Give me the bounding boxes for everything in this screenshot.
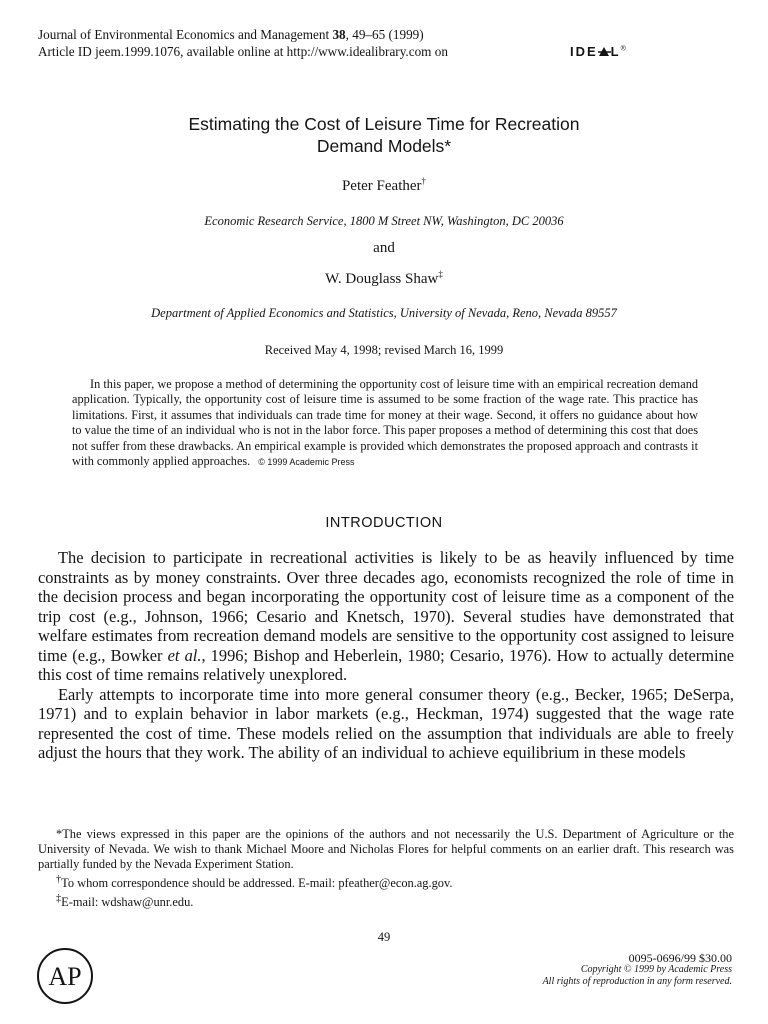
article-id-line: Article ID jeem.1999.1076, available online at http://www.idealibrary.com on (38, 44, 448, 59)
ideal-arrow-icon (598, 46, 611, 57)
body-text (38, 548, 734, 763)
author-1-affiliation: Economic Research Service, 1800 M Street NW, Washington, DC 20036 (204, 214, 564, 228)
ideal-logo-tail: L (610, 44, 621, 59)
section-heading: INTRODUCTION (325, 515, 443, 531)
author-2-affiliation: Department of Applied Economics and Statistics, University of Nevada, Reno, Nevada 89557 (151, 306, 617, 320)
paragraph-2: Early attempts to incorporate time into more general consumer theory (e.g., Becker, 1965; DeSerpa, 1971) and to explain behavior in labor markets (e.g., Heckman, 1974) suggested that the wage rate represented the cost of time. These models relied on the assumption that individuals are able to freely adjust the hours that they work. The ability of an individual to achieve equilibrium in these models (38, 684, 734, 762)
author-2-mark: ‡ (438, 269, 443, 279)
journal-volume: 38 (332, 27, 346, 42)
footnote-double-dagger-mark: ‡ (56, 893, 62, 905)
received-dates: Received May 4, 1998; revised March 16, 1999 (264, 343, 504, 357)
abstract-copyright: © 1999 Academic Press (258, 457, 355, 468)
abstract (72, 377, 698, 470)
journal-pages: , 49–65 (1999) (345, 27, 424, 42)
paragraph-1-part-b: , 1996; Bishop and Heberlein, 1980; Cesario, 1976). How to actually determine this cost of time remains relatively unexplored. (38, 645, 734, 684)
and-separator: and (373, 240, 395, 256)
publisher-logo-text: AP (48, 962, 82, 991)
footnote-double-dagger (38, 891, 734, 910)
rights-reserved: All rights of reproduction in any form reserved. (542, 976, 732, 987)
journal-citation-line (38, 26, 448, 43)
footnote-star: *The views expressed in this paper are the opinions of the authors and not necessarily the U.S. Department of Agriculture or the University of Nevada. We wish to thank Michael Moore and Nicholas Flores for helpful comments on an earlier draft. This research was partially funded by the Nevada Experiment Station. (38, 827, 734, 871)
publication-info (543, 952, 732, 988)
footnote-dagger (38, 872, 734, 891)
page-number: 49 (377, 930, 391, 944)
footnote-dagger-mark: † (56, 874, 62, 885)
paragraph-1 (38, 548, 734, 685)
issn-price: 0095-0696/99 $30.00 (628, 951, 732, 965)
paragraph-1-part-a: The decision to participate in recreational activities is likely to be as heavily influenced by time constraints as by money constraints. Over three decades ago, economists recognized the role of time in the decision process and began incorporating the opportunity cost of leisure time as a component of the trip cost (e.g., Johnson, 1966; Cesario and Knetsch, 1970). Several studies have demonstrated that welfare estimates from recreation demand models are sensitive to the opportunity cost assigned to leisure time (e.g., Bowker (38, 548, 734, 665)
paper-title (0, 113, 768, 157)
footnote-double-dagger-text: E-mail: wdshaw@unr.edu. (61, 895, 194, 910)
journal-header (38, 26, 448, 60)
footnotes (38, 827, 734, 910)
publisher-copyright: Copyright © 1999 by Academic Press (580, 964, 732, 975)
ideal-logo (570, 44, 626, 59)
author-2 (0, 269, 768, 288)
ideal-logo-text: IDE (570, 44, 598, 59)
author-1-name: Peter Feather (341, 178, 422, 194)
author-1 (0, 176, 768, 195)
title-line-1: Estimating the Cost of Leisure Time for Recreation (188, 114, 580, 134)
footnote-dagger-text: To whom correspondence should be addressed. E-mail: pfeather@econ.ag.gov. (61, 876, 453, 891)
author-2-name: W. Douglass Shaw (325, 271, 439, 287)
author-1-mark: † (421, 176, 427, 186)
title-line-2: Demand Models* (316, 136, 452, 156)
paragraph-1-et-al: et al. (167, 645, 202, 665)
ideal-logo-sup: ® (620, 45, 626, 53)
abstract-text: In this paper, we propose a method of determining the opportunity cost of leisure time with an empirical recreation demand application. Typically, the opportunity cost of leisure time is assumed to be some fraction of the wage rate. This practice has limitations. First, it assumes that individuals can trade time for money at their wage. Second, it offers no guidance about how to value the time of an individual who is not in the labor force. This paper proposes a method of determining this cost that does not suffer from these drawbacks. An empirical example is provided which demonstrates the proposed approach and contrasts it with commonly applied approaches. (72, 377, 698, 469)
journal-name: Journal of Environmental Economics and Management (38, 27, 330, 42)
academic-press-logo-icon (36, 947, 94, 1005)
